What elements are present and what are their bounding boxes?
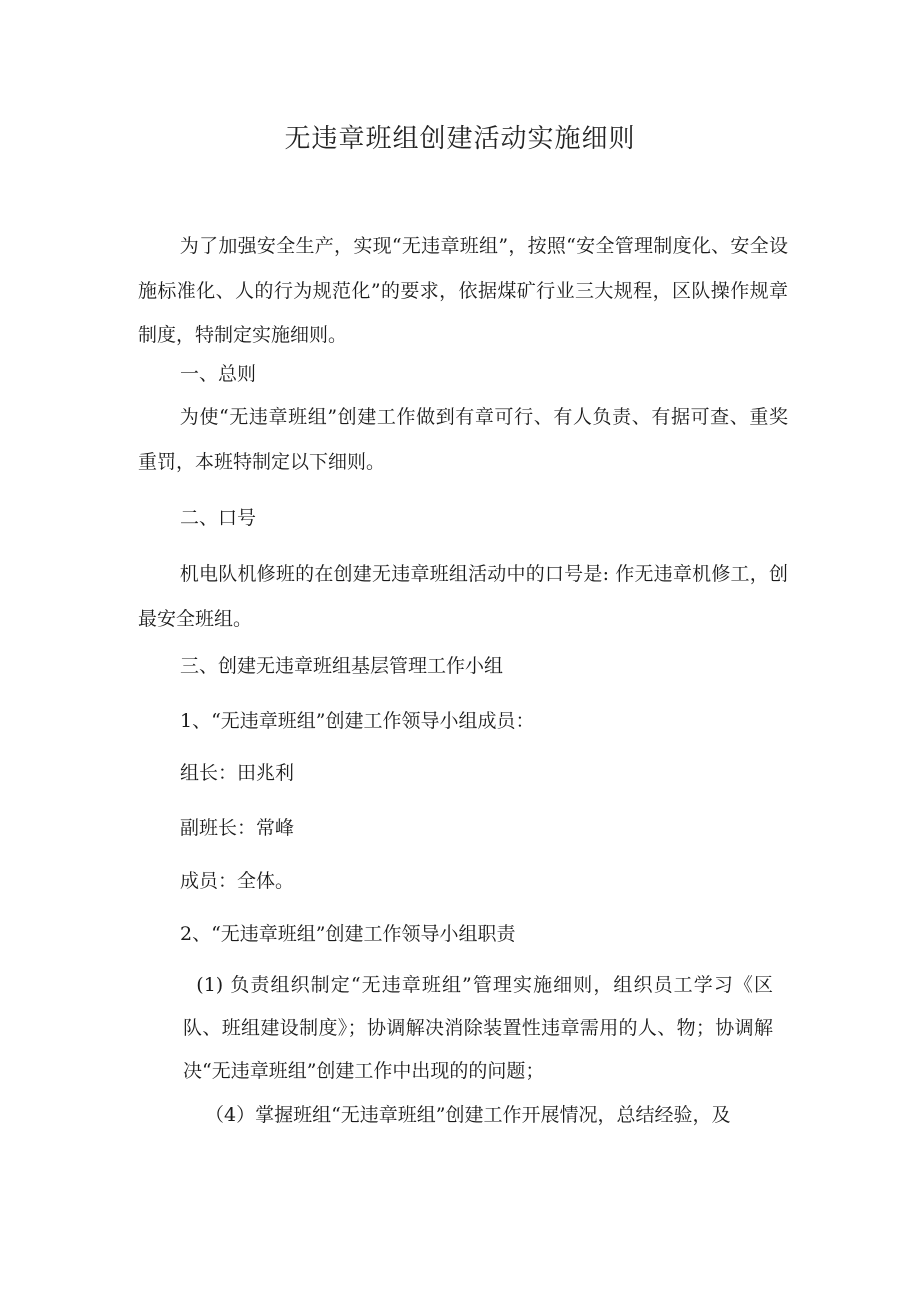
leader-line: 组长：田兆利 <box>180 762 295 784</box>
deputy-line: 副班长：常峰 <box>180 817 295 839</box>
duty-item-1: (1) 负责组织制定“无违章班组”管理实施细则，组织员工学习《区队、班组建设制度》；协调解决消除装置性违章需用的人、物；协调解决“无违章班组”创建工作中出现的的问题； <box>183 974 773 1082</box>
section-general-body: 为使“无违章班组”创建工作做到有章可行、有人负责、有据可查、重奖重罚，本班特制定以下细则。 <box>138 406 788 473</box>
subsection-members-heading: 1、“无违章班组”创建工作领导小组成员： <box>180 710 535 732</box>
members-line: 成员：全体。 <box>180 870 295 892</box>
duty-item-4: （4）掌握班组“无违章班组”创建工作开展情况，总结经验，及 <box>205 1104 731 1126</box>
intro-paragraph: 为了加强安全生产，实现“无违章班组”，按照“安全管理制度化、安全设施标准化、人的行为规范化”的要求，依据煤矿行业三大规程，区队操作规章制度，特制定实施细则。 <box>138 235 788 346</box>
section-heading-slogan: 二、口号 <box>180 507 257 529</box>
subsection-duties-heading: 2、“无违章班组”创建工作领导小组职责 <box>180 923 516 945</box>
section-slogan-body: 机电队机修班的在创建无违章班组活动中的口号是: 作无违章机修工，创最安全班组。 <box>138 563 788 630</box>
section-heading-general: 一、总则 <box>180 363 257 385</box>
section-heading-management-group: 三、创建无违章班组基层管理工作小组 <box>180 655 504 677</box>
document-title: 无违章班组创建活动实施细则 <box>284 124 636 154</box>
